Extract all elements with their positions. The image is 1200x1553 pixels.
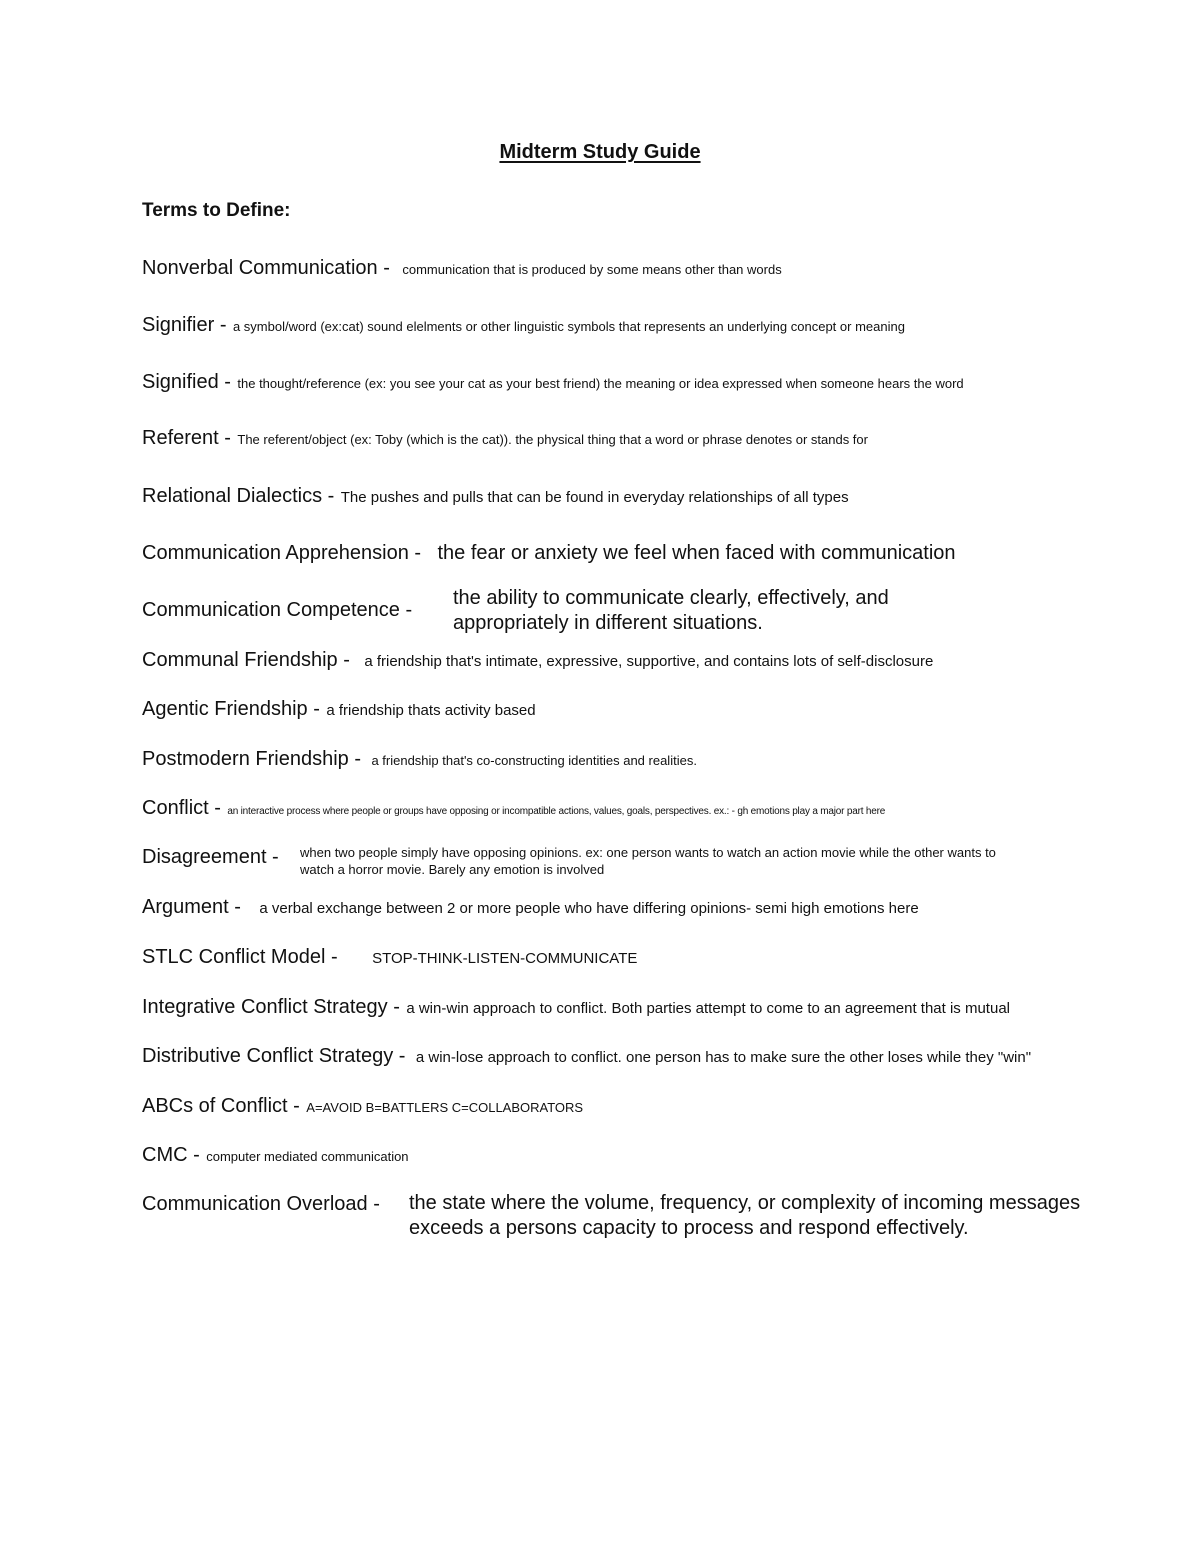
term-entry — [142, 485, 849, 508]
term-entry — [142, 1193, 380, 1216]
term-entry — [142, 257, 782, 280]
term-label: ABCs of Conflict - — [142, 1095, 300, 1117]
term-definition: The pushes and pulls that can be found in everyday relationships of all types — [340, 489, 849, 506]
term-definition: The referent/object (ex: Toby (which is the cat)). the physical thing that a word or phrase denotes or stands for — [237, 432, 868, 447]
term-entry — [142, 542, 956, 565]
term-definition: STOP-THINK-LISTEN-COMMUNICATE — [372, 950, 638, 967]
term-label: CMC - — [142, 1144, 200, 1166]
definition-line: appropriately in different situations. — [453, 612, 763, 634]
term-label: Communal Friendship - — [142, 649, 350, 671]
definition-line: exceeds a persons capacity to process and respond effectively. — [409, 1217, 969, 1239]
term-entry — [142, 1045, 1031, 1068]
term-definition: a friendship that's intimate, expressive, supportive, and contains lots of self-disclosure — [364, 653, 934, 670]
term-entry — [142, 748, 697, 771]
term-label: Communication Competence - — [142, 599, 413, 621]
term-label: Integrative Conflict Strategy - — [142, 996, 400, 1018]
term-entry — [142, 427, 868, 450]
term-entry — [142, 698, 536, 721]
term-label: Nonverbal Communication - — [142, 257, 390, 279]
term-entry — [142, 371, 964, 394]
term-label: Disagreement - — [142, 846, 279, 868]
term-entry — [142, 946, 637, 969]
term-definition — [409, 1191, 1080, 1241]
term-definition: a win-win approach to conflict. Both parties attempt to come to an agreement that is mutual — [406, 1000, 1010, 1017]
term-definition: a win-lose approach to conflict. one person has to make sure the other loses while they "win" — [415, 1049, 1032, 1066]
definition-line: the ability to communicate clearly, effectively, and — [453, 587, 889, 609]
term-label: Distributive Conflict Strategy - — [142, 1045, 406, 1067]
term-label: Postmodern Friendship - — [142, 748, 361, 770]
term-definition: the fear or anxiety we feel when faced with communication — [437, 542, 956, 564]
term-label: Communication Overload - — [142, 1193, 380, 1215]
page-title: Midterm Study Guide — [499, 141, 701, 163]
term-definition: A=AVOID B=BATTLERS C=COLLABORATORS — [306, 1100, 584, 1115]
term-definition: communication that is produced by some means other than words — [402, 262, 782, 277]
term-definition — [453, 586, 889, 636]
term-entry — [142, 996, 1010, 1019]
definition-line: when two people simply have opposing opinions. ex: one person wants to watch an action movie while the other wants to — [300, 845, 996, 860]
term-label: Communication Apprehension - — [142, 542, 422, 564]
term-definition: a verbal exchange between 2 or more people who have differing opinions- semi high emotions here — [259, 900, 919, 917]
section-heading: Terms to Define: — [142, 200, 291, 221]
term-definition: an interactive process where people or groups have opposing or incompatible actions, values, goals, perspectives. ex.: - gh emotions play a major part here — [227, 806, 886, 817]
term-entry — [142, 649, 933, 672]
term-label: Argument - — [142, 896, 241, 918]
term-definition: a friendship thats activity based — [326, 702, 536, 719]
term-label: Conflict - — [142, 797, 221, 819]
term-definition: the thought/reference (ex: you see your cat as your best friend) the meaning or idea expressed when someone hears the word — [237, 376, 964, 391]
term-definition: computer mediated communication — [206, 1149, 409, 1164]
term-definition: a friendship that's co-constructing identities and realities. — [371, 753, 697, 768]
term-label: Signified - — [142, 371, 231, 393]
term-definition: a symbol/word (ex:cat) sound elelments or other linguistic symbols that represents an underlying concept or meaning — [232, 319, 905, 334]
term-label: Relational Dialectics - — [142, 485, 335, 507]
term-label: Signifier - — [142, 314, 227, 336]
term-entry — [142, 314, 905, 337]
term-entry — [142, 846, 279, 869]
term-label: Referent - — [142, 427, 231, 449]
term-entry — [142, 896, 919, 919]
term-label: Agentic Friendship - — [142, 698, 320, 720]
term-label: STLC Conflict Model - — [142, 946, 338, 968]
term-entry — [142, 599, 412, 622]
definition-line: watch a horror movie. Barely any emotion is involved — [300, 862, 605, 877]
term-entry — [142, 1144, 409, 1167]
term-entry — [142, 797, 885, 820]
definition-line: the state where the volume, frequency, or complexity of incoming messages — [409, 1192, 1081, 1214]
term-definition — [300, 844, 996, 878]
term-entry — [142, 1095, 583, 1118]
